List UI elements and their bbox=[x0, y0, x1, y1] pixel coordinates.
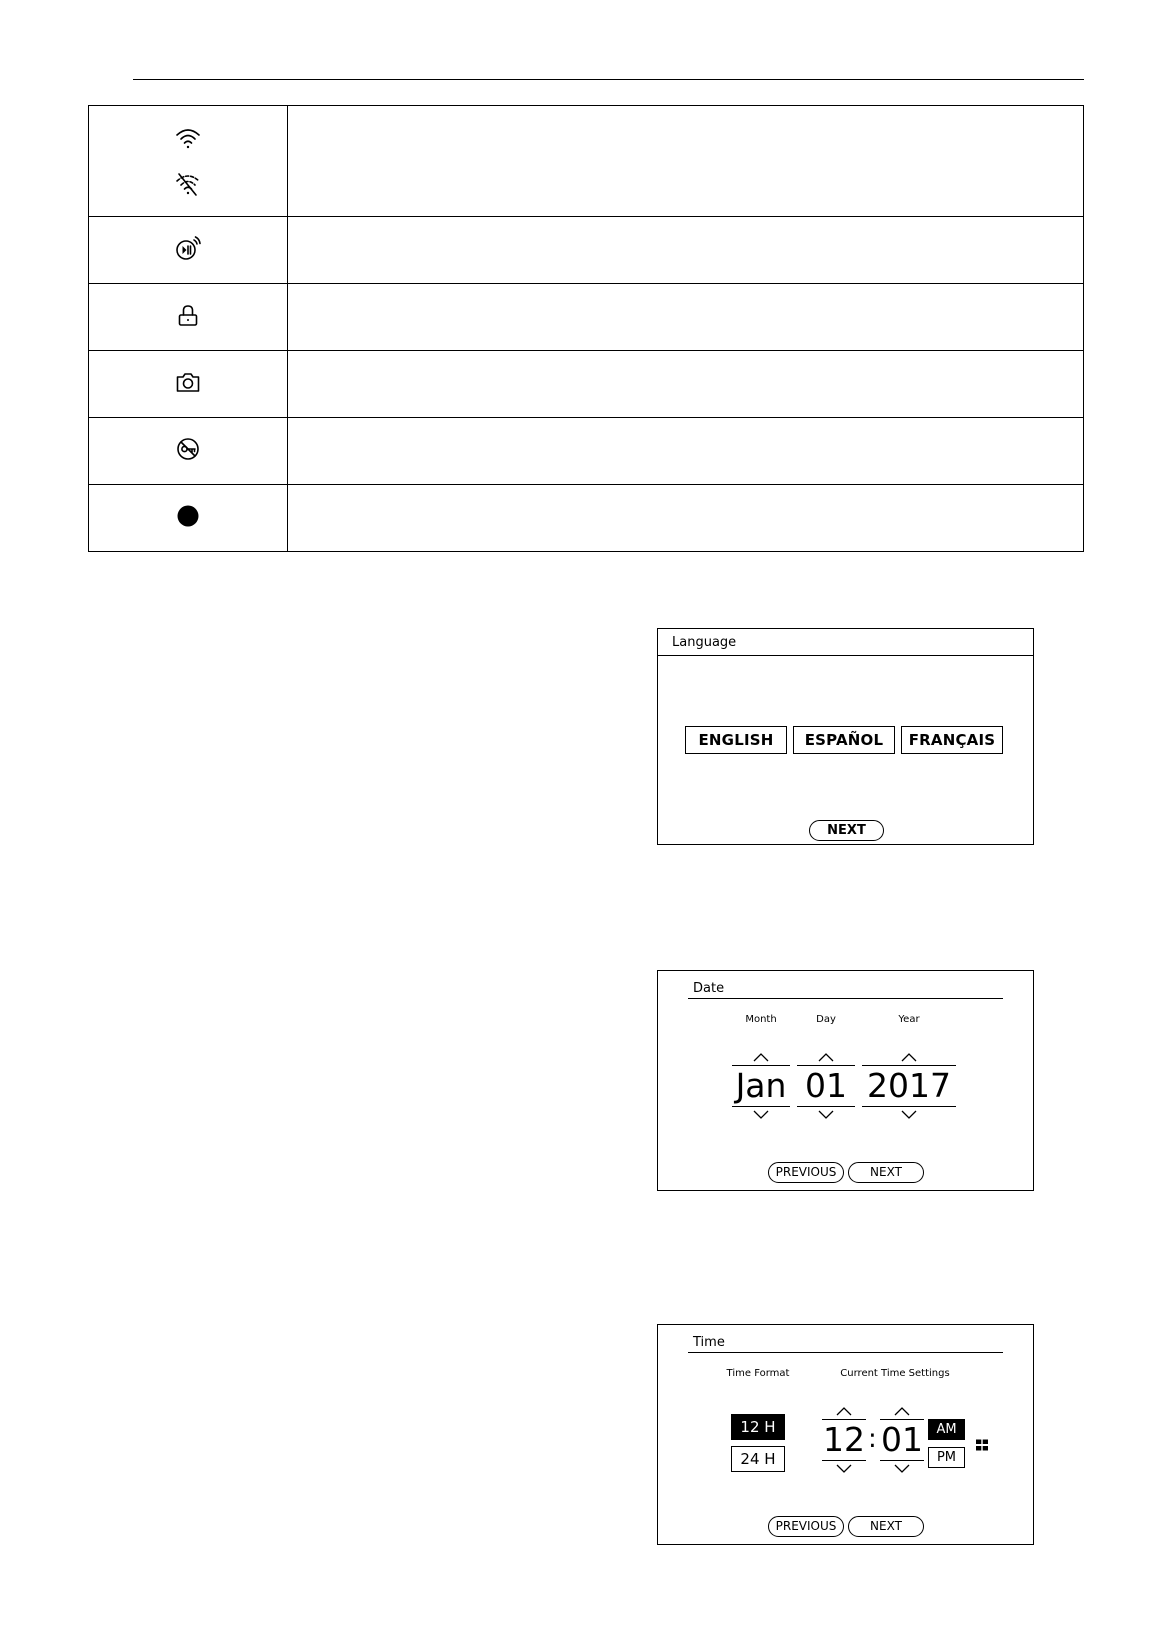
am-button[interactable]: AM bbox=[928, 1419, 965, 1440]
time-title: Time bbox=[688, 1333, 1003, 1353]
description-cell bbox=[288, 351, 1084, 418]
year-up-button[interactable] bbox=[862, 1050, 956, 1064]
day-value: 01 bbox=[797, 1065, 855, 1107]
remote-start-icon bbox=[174, 234, 202, 262]
language-english-button[interactable]: ENGLISH bbox=[685, 726, 787, 754]
language-espanol-button[interactable]: ESPAÑOL bbox=[793, 726, 895, 754]
wifi-off-icon bbox=[174, 170, 202, 198]
previous-button[interactable]: PREVIOUS bbox=[768, 1516, 844, 1537]
day-spinner bbox=[797, 1050, 855, 1122]
next-button[interactable]: NEXT bbox=[848, 1516, 924, 1537]
hour-down-button[interactable] bbox=[822, 1462, 866, 1476]
icon-cell bbox=[89, 217, 288, 284]
time-format-label: Time Format bbox=[726, 1368, 790, 1379]
language-screen bbox=[657, 628, 1034, 845]
time-screen bbox=[657, 1324, 1034, 1545]
chevron-up-icon bbox=[753, 1052, 769, 1062]
minute-spinner bbox=[880, 1404, 924, 1476]
wifi-icon bbox=[174, 124, 202, 152]
year-down-button[interactable] bbox=[862, 1108, 956, 1122]
table-row bbox=[89, 106, 1084, 217]
year-spinner bbox=[862, 1050, 956, 1122]
table-row bbox=[89, 485, 1084, 552]
format-12h-button[interactable]: 12 H bbox=[731, 1414, 785, 1440]
icon-cell bbox=[89, 284, 288, 351]
minute-down-button[interactable] bbox=[880, 1462, 924, 1476]
date-screen bbox=[657, 970, 1034, 1191]
chevron-up-icon bbox=[901, 1052, 917, 1062]
next-button[interactable]: NEXT bbox=[809, 820, 884, 841]
language-options bbox=[685, 726, 1003, 754]
day-down-button[interactable] bbox=[797, 1108, 855, 1122]
description-cell bbox=[288, 217, 1084, 284]
chevron-up-icon bbox=[818, 1052, 834, 1062]
next-button[interactable]: NEXT bbox=[848, 1162, 924, 1183]
hour-up-button[interactable] bbox=[822, 1404, 866, 1418]
lock-icon bbox=[174, 301, 202, 329]
camera-icon bbox=[174, 368, 202, 396]
chevron-down-icon bbox=[753, 1110, 769, 1120]
day-up-button[interactable] bbox=[797, 1050, 855, 1064]
month-value: Jan bbox=[732, 1065, 790, 1107]
day-label: Day bbox=[816, 1014, 836, 1025]
table-row bbox=[89, 284, 1084, 351]
description-cell bbox=[288, 485, 1084, 552]
grid-toggle-icon[interactable] bbox=[975, 1438, 989, 1452]
year-value: 2017 bbox=[862, 1065, 956, 1107]
minute-up-button[interactable] bbox=[880, 1404, 924, 1418]
icon-reference-table bbox=[88, 105, 1084, 552]
pm-button[interactable]: PM bbox=[928, 1447, 965, 1468]
table-row bbox=[89, 351, 1084, 418]
header-rule bbox=[133, 79, 1084, 80]
icon-cell bbox=[89, 106, 288, 217]
language-title: Language bbox=[658, 629, 1033, 656]
current-time-label: Current Time Settings bbox=[840, 1368, 950, 1379]
icon-cell bbox=[89, 485, 288, 552]
chevron-down-icon bbox=[901, 1110, 917, 1120]
month-spinner bbox=[732, 1050, 790, 1122]
description-cell bbox=[288, 106, 1084, 217]
date-title: Date bbox=[688, 979, 1003, 999]
month-up-button[interactable] bbox=[732, 1050, 790, 1064]
filled-circle-icon bbox=[174, 502, 202, 530]
icon-cell bbox=[89, 351, 288, 418]
time-separator: : bbox=[868, 1424, 877, 1454]
hour-value: 12 bbox=[823, 1420, 865, 1459]
month-label: Month bbox=[745, 1014, 777, 1025]
chevron-up-icon bbox=[836, 1406, 852, 1416]
description-cell bbox=[288, 284, 1084, 351]
chevron-down-icon bbox=[836, 1464, 852, 1474]
month-down-button[interactable] bbox=[732, 1108, 790, 1122]
minute-value: 01 bbox=[881, 1420, 923, 1459]
language-francais-button[interactable]: FRANÇAIS bbox=[901, 726, 1003, 754]
year-label: Year bbox=[898, 1014, 920, 1025]
previous-button[interactable]: PREVIOUS bbox=[768, 1162, 844, 1183]
chevron-up-icon bbox=[894, 1406, 910, 1416]
key-off-icon bbox=[174, 435, 202, 463]
format-24h-button[interactable]: 24 H bbox=[731, 1446, 785, 1472]
description-cell bbox=[288, 418, 1084, 485]
chevron-down-icon bbox=[894, 1464, 910, 1474]
chevron-down-icon bbox=[818, 1110, 834, 1120]
table-row bbox=[89, 418, 1084, 485]
hour-spinner bbox=[822, 1404, 866, 1476]
icon-cell bbox=[89, 418, 288, 485]
table-row bbox=[89, 217, 1084, 284]
